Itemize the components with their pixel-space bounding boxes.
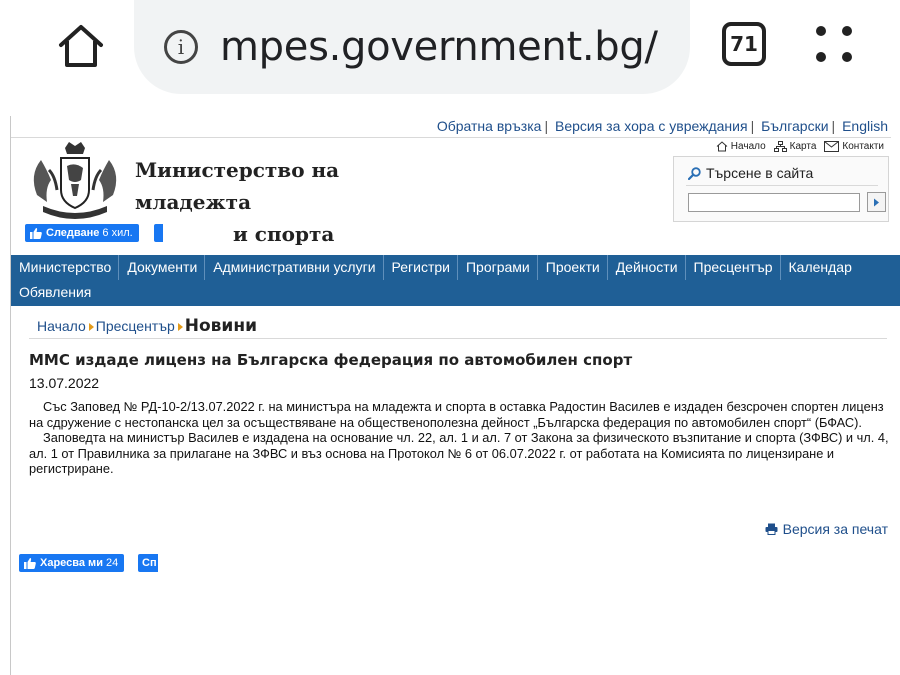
contacts-link[interactable] — [824, 141, 884, 152]
accessibility-link[interactable]: Версия за хора с увреждания — [554, 118, 748, 134]
coat-of-arms-logo[interactable] — [27, 140, 123, 226]
feedback-link[interactable]: Обратна връзка — [436, 118, 542, 134]
search-input[interactable] — [688, 193, 860, 212]
print-version-link[interactable] — [765, 521, 888, 537]
search-heading — [688, 165, 813, 181]
url-text[interactable]: mpes.government.bg/ — [220, 24, 658, 70]
article-body — [29, 399, 889, 477]
facebook-share-button[interactable]: Сп — [138, 554, 158, 572]
search-submit-button[interactable] — [867, 192, 886, 212]
nav-item-documents[interactable]: Документи — [119, 255, 205, 280]
facebook-share-button[interactable] — [154, 224, 163, 242]
home-button[interactable] — [52, 18, 110, 74]
home-link-label: Начало — [730, 141, 766, 152]
facebook-like-button[interactable] — [19, 554, 124, 572]
sitemap-icon — [774, 141, 787, 152]
nav-item-calendar[interactable]: Календар — [788, 259, 852, 275]
divider — [686, 185, 878, 186]
sitemap-link-label: Карта — [789, 141, 817, 152]
article-paragraph: Заповедта на министър Василев е издадена на основание чл. 22, ал. 1 и ал. 7 от Закона за физическото възпитание и спорта (ЗФВС) и чл. 4, ал. 1 от Правилника за прилагане на ЗФВС и въз основа на Протокол № 6 от 06.07.2022 г. от работата на Комисията по лицензиране и регистриране. — [29, 430, 889, 476]
separator: | — [831, 118, 836, 134]
printer-icon — [765, 523, 778, 535]
ministry-name-line1: Министерство на младежта — [135, 158, 340, 214]
breadcrumb-arrow-icon — [89, 323, 94, 331]
envelope-icon — [824, 141, 839, 152]
nav-item-admin-services[interactable]: Административни услуги — [205, 255, 383, 280]
web-page — [10, 116, 900, 675]
main-navigation — [11, 255, 900, 306]
breadcrumb — [37, 316, 257, 336]
article-title: ММС издаде лиценз на Българска федерация по автомобилен спорт — [29, 351, 633, 369]
breadcrumb-press-center[interactable]: Пресцентър — [95, 318, 175, 334]
home-icon — [56, 22, 106, 70]
separator: | — [750, 118, 755, 134]
nav-item-programs[interactable]: Програми — [458, 255, 538, 280]
like-count: 24 — [105, 557, 119, 569]
divider — [11, 137, 891, 138]
contacts-link-label: Контакти — [842, 141, 884, 152]
print-version-label: Версия за печат — [782, 521, 888, 537]
breadcrumb-current: Новини — [184, 316, 257, 336]
follow-label: Следване — [46, 227, 100, 239]
nav-item-press-center[interactable]: Пресцентър — [686, 255, 781, 280]
like-label: Харесва ми — [40, 557, 103, 569]
home-icon — [716, 141, 728, 152]
tab-switcher-button[interactable]: 71 — [722, 22, 766, 66]
bulgarian-link[interactable]: Български — [761, 118, 829, 134]
site-info-icon[interactable]: i — [164, 30, 198, 64]
article-paragraph: Със Заповед № РД-10-2/13.07.2022 г. на министъра на младежта и спорта в оставка Радостин Василев е издаден безсрочен спортен лиценз на сдружение с нестопанска цел за осъществяване на общественополезна дейност „Българска федерация по автомобилен спорт“ (БФАС). — [29, 399, 884, 430]
facebook-follow-button[interactable] — [25, 224, 139, 242]
search-title: Търсене в сайта — [706, 165, 814, 181]
browser-toolbar — [0, 0, 900, 110]
menu-icon[interactable] — [812, 22, 856, 66]
address-bar[interactable] — [134, 0, 690, 94]
follow-count: 6 хил. — [102, 227, 133, 239]
nav-item-announcements[interactable]: Обявления — [19, 284, 92, 300]
breadcrumb-arrow-icon — [178, 323, 183, 331]
site-search — [673, 156, 889, 222]
article-date: 13.07.2022 — [29, 375, 100, 391]
english-link[interactable]: English — [842, 118, 888, 134]
arrow-right-icon — [873, 198, 880, 207]
ministry-name[interactable] — [135, 154, 435, 250]
nav-item-registers[interactable]: Регистри — [384, 255, 458, 280]
nav-item-projects[interactable]: Проекти — [538, 255, 608, 280]
utility-links — [716, 141, 884, 152]
divider — [29, 338, 887, 339]
breadcrumb-home[interactable]: Начало — [37, 318, 86, 334]
ministry-name-line2: и спорта — [233, 222, 335, 246]
search-icon — [688, 167, 701, 180]
sitemap-link[interactable] — [774, 141, 817, 152]
nav-item-ministry[interactable]: Министерство — [11, 255, 119, 280]
thumbs-up-icon — [30, 228, 42, 239]
home-link[interactable] — [716, 141, 766, 152]
top-links — [437, 118, 888, 134]
thumbs-up-icon — [24, 558, 36, 569]
nav-item-activities[interactable]: Дейности — [608, 255, 686, 280]
separator: | — [544, 118, 549, 134]
nav-row — [11, 280, 900, 305]
nav-row — [11, 255, 900, 280]
